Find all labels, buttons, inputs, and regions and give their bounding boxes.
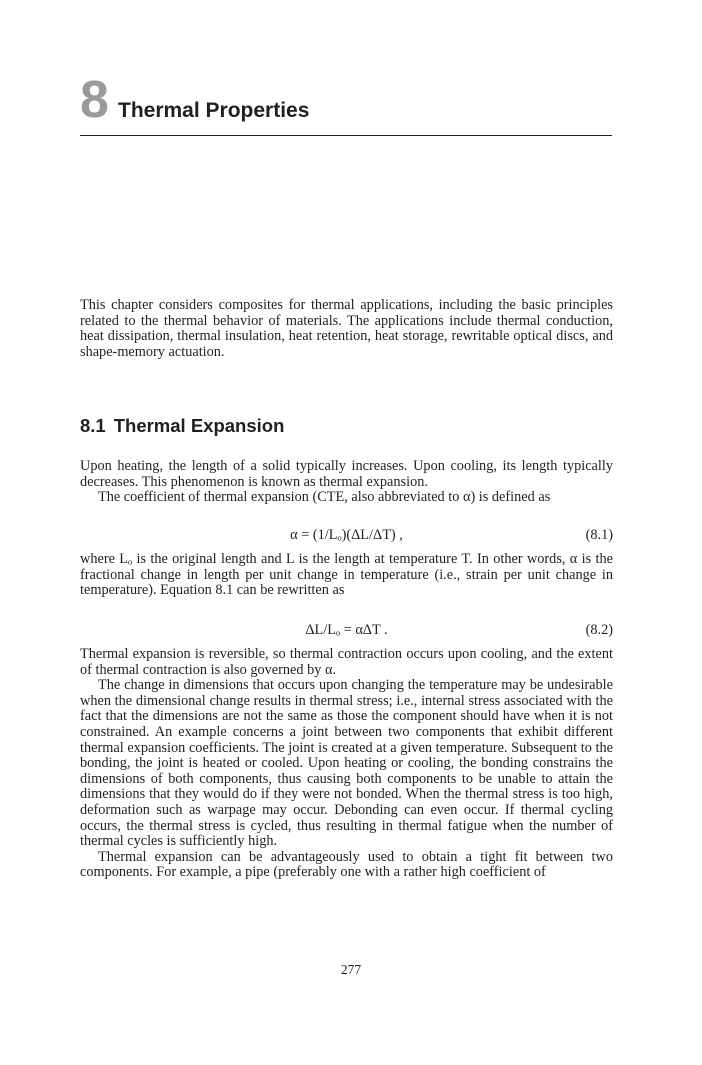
- intro-paragraph: [80, 298, 613, 360]
- chapter-title: Thermal Properties: [118, 99, 310, 122]
- chapter-rule: [80, 135, 612, 136]
- equation-number: (8.1): [585, 527, 613, 543]
- section-title: Thermal Expansion: [113, 415, 285, 436]
- body-paragraph: Thermal expansion is reversible, so thermal contraction occurs upon cooling, and the extent of thermal contraction is also governed by α.: [80, 646, 613, 678]
- chapter-number: 8: [80, 71, 109, 129]
- equation-formula: α = (1/Lₒ)(ΔL/ΔT) ,: [290, 527, 403, 543]
- body-paragraph: The coefficient of thermal expansion (CTE, also abbreviated to α) is defined as: [98, 489, 551, 506]
- body-block-2: [80, 552, 613, 599]
- body-paragraph: Upon heating, the length of a solid typically increases. Upon cooling, its length typically decreases. This phenomenon is known as thermal expansion.: [80, 458, 613, 490]
- body-block-1: [80, 459, 613, 506]
- body-paragraph: Thermal expansion can be advantageously used to obtain a tight fit between two components. For example, a pipe (preferably one with a rather high coefficient of: [80, 848, 613, 881]
- equation-formula: ΔL/Lₒ = αΔT .: [305, 622, 388, 638]
- section-number: 8.1: [80, 415, 106, 436]
- body-paragraph: where Lₒ is the original length and L is the length at temperature T. In other words, α is the fractional change in length per unit change in temperature (i.e., strain per unit change in temperature). Equation 8.1 can be rewritten as: [80, 551, 613, 599]
- page-number: 277: [340, 962, 362, 977]
- body-paragraph: The change in dimensions that occurs upon changing the temperature may be undesirable when the dimensional change results in thermal stress; i.e., internal stress associated with the fact that the dimensions are not the same as those the component should have when it is not constrained. An example concerns a joint between two components that exhibit different thermal expansion coefficients. The joint is created at a given temperature. Subsequent to the bonding, the joint is heated or cooled. Upon heating or cooling, the bonding constrains the dimensions of both components, thus causing both components to be unable to attain the dimensions that they would do if they were not bonded. When the thermal stress is too high, deformation such as warpage may occur. Debonding can even occur. If thermal cycling occurs, the thermal stress is cycled, thus resulting in thermal fatigue when the number of thermal cycles is sufficiently high.: [80, 677, 613, 850]
- equation-number: (8.2): [585, 622, 613, 638]
- section-heading: [80, 414, 292, 438]
- body-block-3: [80, 647, 613, 881]
- intro-text: This chapter considers composites for thermal applications, including the basic principles related to the thermal behavior of materials. The applications include thermal conduction, heat dissipation, thermal insulation, heat retention, heat storage, rewritable optical discs, and shape-memory actuation.: [80, 297, 613, 360]
